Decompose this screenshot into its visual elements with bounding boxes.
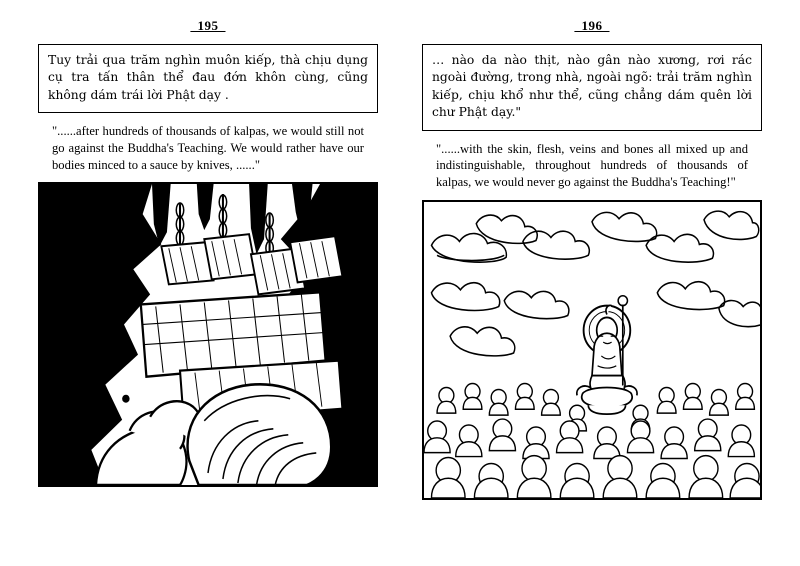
english-text-left: "......after hundreds of thousands of kalpas, we would still not go against the Buddha's Teaching. We would rather have our bodies minced to a sauce by knives, ......" (52, 124, 364, 172)
torture-instruments-illustration (40, 184, 376, 485)
left-page (24, 18, 400, 546)
illustration-panel-left (38, 182, 378, 487)
vietnamese-text-box-right: … nào da nào thịt, nào gân nào xương, rơi rác ngoài đường, trong nhà, ngoài ngõ: trải trăm nghìn kiếp, chịu khổ như thể, cũng chẳng dám quên lời chư Phật dạy." (422, 44, 762, 131)
illustration-panel-right (422, 200, 762, 500)
buddha-assembly-illustration (424, 202, 760, 498)
english-text-right: "......with the skin, flesh, veins and bones all mixed up and indistinguishable, throughout hundreds of thousands of kalpas, we would never go against the Buddha's Teaching!" (436, 141, 748, 190)
page-number-left: _195_ (190, 18, 226, 33)
page-number-right: _196_ (574, 18, 610, 33)
right-page (400, 18, 776, 546)
vietnamese-text-box-left: Tuy trải qua trăm nghìn muôn kiếp, thà chịu dụng cụ tra tấn thân thể đau đớn khôn cùng, cũng không dám trái lời Phật dạy . (38, 44, 378, 113)
